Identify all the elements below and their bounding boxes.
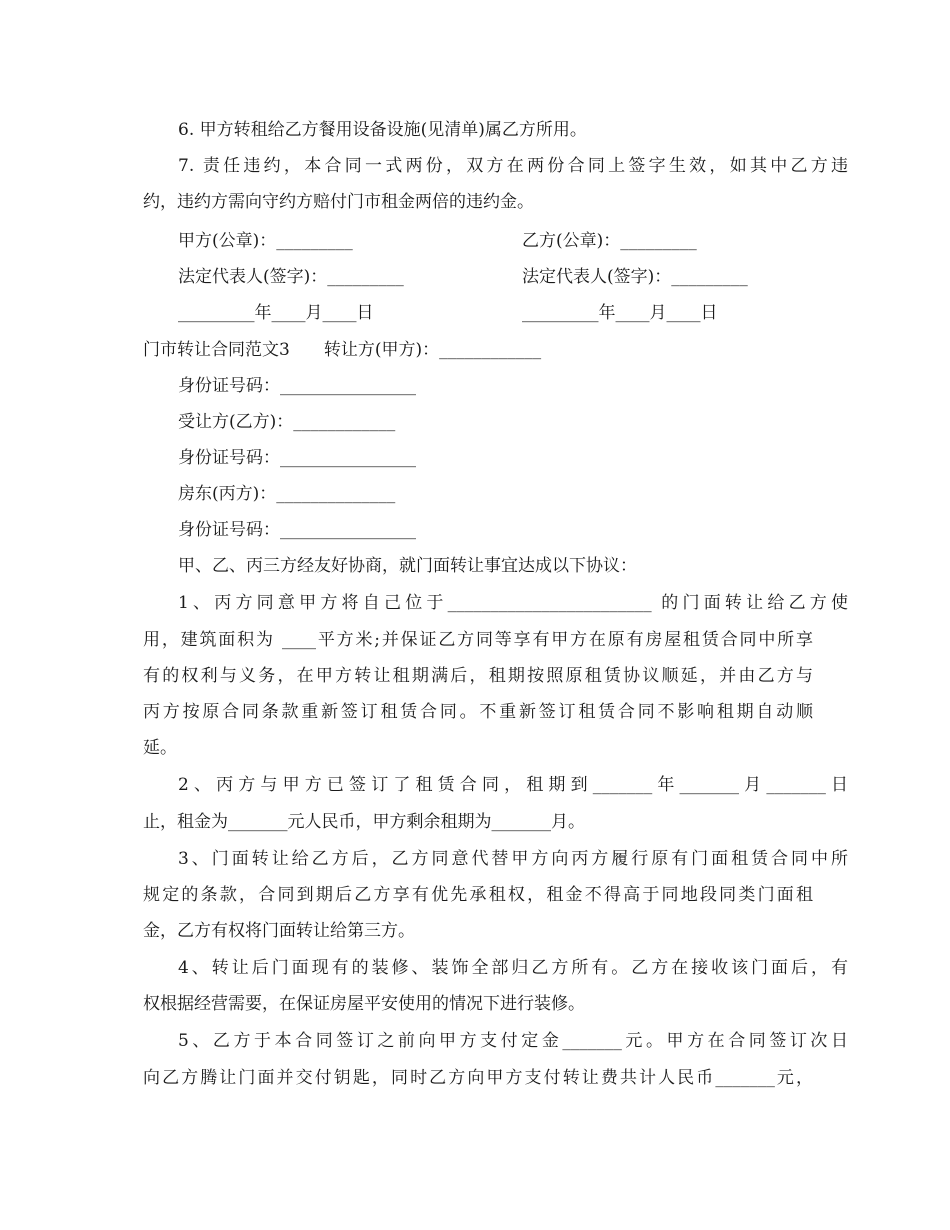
id-number-1: 身份证号码：________________: [178, 376, 416, 396]
party-b-representative: 法定代表人(签字)：_________: [522, 267, 748, 287]
clause-4-line-2: 权根据经营需要，在保证房屋平安使用的情况下进行装修。: [143, 994, 585, 1014]
id-number-3: 身份证号码：________________: [178, 520, 416, 540]
section-title-transferor: 门市转让合同范文3 转让方(甲方)：____________: [143, 340, 542, 360]
clause-1-line-1: 1、丙方同意甲方将自己位于________________________ 的门面转让给乙方使: [178, 593, 848, 613]
clause-1-line-4: 丙方按原合同条款重新签订租赁合同。不重新签订租赁合同不影响租期自动顺: [143, 702, 813, 722]
clause-2-line-2: 止，租金为_______元人民币，甲方剩余租期为_______月。: [143, 812, 585, 832]
clause-1-line-5: 延。: [143, 738, 177, 758]
landlord: 房东(丙方)：______________: [178, 484, 396, 504]
clause-1-line-3: 有的权利与义务，在甲方转让租期满后，租期按照原租赁协议顺延，并由乙方与: [143, 666, 813, 686]
id-number-2: 身份证号码：________________: [178, 448, 416, 468]
clause-7-line-1: 7. 责任违约，本合同一式两份，双方在两份合同上签字生效，如其中乙方违: [178, 156, 848, 176]
transferee: 受让方(乙方)：____________: [178, 412, 396, 432]
party-a-date: _________年____月____日: [178, 303, 374, 323]
clause-5-line-1: 5、乙方于本合同签订之前向甲方支付定金_______元。甲方在合同签订次日: [178, 1031, 848, 1051]
agreement-intro: 甲、乙、丙三方经友好协商，就门面转让事宜达成以下协议：: [178, 556, 637, 576]
party-b-date: _________年____月____日: [522, 303, 718, 323]
clause-3-line-1: 3、门面转让给乙方后，乙方同意代替甲方向丙方履行原有门面租赁合同中所: [178, 849, 848, 869]
clause-6: 6. 甲方转租给乙方餐用设备设施(见清单)属乙方所用。: [178, 120, 587, 140]
clause-7-line-2: 约，违约方需向守约方赔付门市租金两倍的违约金。: [143, 192, 534, 212]
clause-4-line-1: 4、转让后门面现有的装修、装饰全部归乙方所有。乙方在接收该门面后，有: [178, 958, 848, 978]
party-a-seal: 甲方(公章)：_________: [178, 231, 353, 251]
clause-2-line-1: 2、丙方与甲方已签订了租赁合同，租期到_______年_______月_______日: [178, 775, 848, 795]
clause-5-line-2: 向乙方腾让门面并交付钥匙，同时乙方向甲方支付转让费共计人民币_______元，: [143, 1068, 813, 1088]
clause-1-line-2: 用，建筑面积为 ____平方米;并保证乙方同等享有甲方在原有房屋租赁合同中所享: [143, 630, 813, 650]
clause-3-line-2: 规定的条款，合同到期后乙方享有优先承租权，租金不得高于同地段同类门面租: [143, 885, 813, 905]
party-a-representative: 法定代表人(签字)：_________: [178, 267, 404, 287]
party-b-seal: 乙方(公章)：_________: [522, 231, 697, 251]
clause-3-line-3: 金，乙方有权将门面转让给第三方。: [143, 921, 415, 941]
